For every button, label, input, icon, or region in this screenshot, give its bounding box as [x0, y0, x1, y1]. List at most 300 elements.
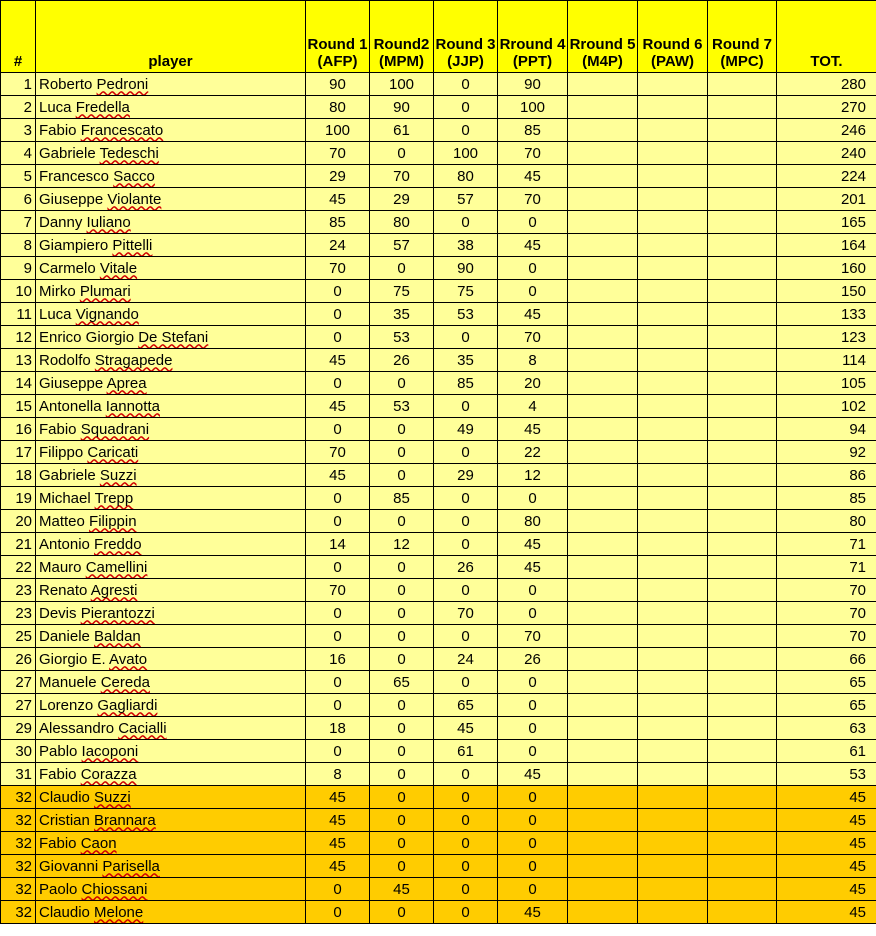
round-2-score: 0: [370, 418, 434, 441]
round-4-score: 45: [498, 418, 568, 441]
round-3-score: 0: [434, 809, 498, 832]
round-7-score: [708, 372, 777, 395]
round-7-score: [708, 694, 777, 717]
round-7-score: [708, 96, 777, 119]
round-7-score: [708, 648, 777, 671]
round-7-score: [708, 326, 777, 349]
table-row: [1, 763, 876, 786]
player-surname: Fredella: [75, 98, 130, 116]
player-surname: Caricati: [87, 443, 139, 461]
rank-cell: 32: [1, 832, 36, 855]
round-2-score: 0: [370, 648, 434, 671]
rank-cell: 2: [1, 96, 36, 119]
round-4-score: 0: [498, 717, 568, 740]
round-5-score: [568, 487, 638, 510]
total-cell: 61: [777, 740, 876, 763]
table-row: [1, 96, 876, 119]
total-cell: 45: [777, 855, 876, 878]
player-first-name: Renato: [39, 581, 88, 599]
table-row: [1, 579, 876, 602]
round-3-score: 65: [434, 694, 498, 717]
round-4-score: 22: [498, 441, 568, 464]
round-7-score: [708, 671, 777, 694]
total-cell: 165: [777, 211, 876, 234]
round-7-score: [708, 510, 777, 533]
player-surname: Squadrani: [80, 420, 150, 438]
player-surname: Melone: [94, 903, 144, 921]
player-surname: Corazza: [80, 765, 137, 783]
player-surname: De Stefani: [138, 328, 209, 346]
round-6-score: [638, 188, 708, 211]
player-surname: Suzzi: [99, 466, 137, 484]
player-surname: Vignando: [75, 305, 139, 323]
player-name-cell: [36, 188, 306, 211]
round-1-score: 0: [306, 280, 370, 303]
player-name-cell: [36, 257, 306, 280]
player-name-cell: [36, 901, 306, 924]
round-1-score: 24: [306, 234, 370, 257]
total-cell: 150: [777, 280, 876, 303]
player-name-cell: [36, 855, 306, 878]
total-cell: 45: [777, 832, 876, 855]
rank-cell: 15: [1, 395, 36, 418]
player-name-cell: [36, 786, 306, 809]
round-7-score: [708, 878, 777, 901]
rank-cell: 27: [1, 671, 36, 694]
round-4-score: 0: [498, 257, 568, 280]
round-1-score: 70: [306, 257, 370, 280]
round-2-score: 0: [370, 257, 434, 280]
round-1-score: 100: [306, 119, 370, 142]
round-2-score: 0: [370, 510, 434, 533]
round-1-score: 0: [306, 901, 370, 924]
rank-cell: 16: [1, 418, 36, 441]
player-surname: Parisella: [102, 857, 160, 875]
round-4-score: 70: [498, 142, 568, 165]
player-name-cell: [36, 533, 306, 556]
rank-cell: 18: [1, 464, 36, 487]
player-first-name: Danny: [39, 213, 83, 231]
round-4-score: 45: [498, 763, 568, 786]
round-1-score: 0: [306, 625, 370, 648]
table-row: [1, 832, 876, 855]
table-row: [1, 326, 876, 349]
rank-cell: 32: [1, 786, 36, 809]
round-4-score: 0: [498, 786, 568, 809]
round-1-score: 80: [306, 96, 370, 119]
round-5-score: [568, 464, 638, 487]
total-cell: 201: [777, 188, 876, 211]
table-row: [1, 234, 876, 257]
rank-cell: 7: [1, 211, 36, 234]
round-2-score: 65: [370, 671, 434, 694]
round-6-score: [638, 786, 708, 809]
player-first-name: Alessandro: [39, 719, 115, 737]
round-7-score: [708, 556, 777, 579]
round-4-score: 0: [498, 694, 568, 717]
rank-cell: 1: [1, 73, 36, 96]
table-row: [1, 648, 876, 671]
round-7-score: [708, 142, 777, 165]
round-4-score: 0: [498, 602, 568, 625]
rank-cell: 6: [1, 188, 36, 211]
round-4-score: 100: [498, 96, 568, 119]
table-row: [1, 901, 876, 924]
table-row: [1, 717, 876, 740]
round-3-score: 0: [434, 533, 498, 556]
round-6-score: [638, 418, 708, 441]
player-first-name: Mauro: [39, 558, 82, 576]
round-4-score: 0: [498, 487, 568, 510]
total-cell: 270: [777, 96, 876, 119]
table-row: [1, 349, 876, 372]
rank-cell: 20: [1, 510, 36, 533]
player-surname: Chiossani: [81, 880, 148, 898]
round-7-score: [708, 763, 777, 786]
round-7-score: [708, 901, 777, 924]
player-first-name: Claudio: [39, 903, 90, 921]
round-6-score: [638, 372, 708, 395]
round-5-score: [568, 763, 638, 786]
round-1-score: 45: [306, 464, 370, 487]
rank-cell: 11: [1, 303, 36, 326]
rank-cell: 3: [1, 119, 36, 142]
round-5-score: [568, 855, 638, 878]
round-1-score: 0: [306, 326, 370, 349]
header-player: player: [36, 1, 306, 73]
player-first-name: Manuele: [39, 673, 97, 691]
player-surname: Baldan: [94, 627, 141, 645]
header-round-2: Round2 (MPM): [370, 1, 434, 73]
table-row: [1, 809, 876, 832]
round-2-score: 75: [370, 280, 434, 303]
player-surname: Pedroni: [96, 75, 149, 93]
round-4-score: 26: [498, 648, 568, 671]
player-name-cell: [36, 694, 306, 717]
player-surname: Freddo: [94, 535, 142, 553]
player-first-name: Luca: [39, 98, 72, 116]
round-6-score: [638, 694, 708, 717]
round-7-score: [708, 809, 777, 832]
player-surname: Camellini: [85, 558, 148, 576]
player-name-cell: [36, 280, 306, 303]
round-4-score: 0: [498, 280, 568, 303]
round-3-score: 57: [434, 188, 498, 211]
round-5-score: [568, 188, 638, 211]
player-first-name: Carmelo: [39, 259, 96, 277]
round-5-score: [568, 832, 638, 855]
round-1-score: 70: [306, 441, 370, 464]
round-5-score: [568, 372, 638, 395]
table-row: [1, 165, 876, 188]
player-first-name: Gabriele: [39, 144, 96, 162]
table-row: [1, 878, 876, 901]
table-row: [1, 694, 876, 717]
player-first-name: Francesco: [39, 167, 110, 185]
round-6-score: [638, 832, 708, 855]
round-6-score: [638, 487, 708, 510]
round-1-score: 16: [306, 648, 370, 671]
round-4-score: 80: [498, 510, 568, 533]
round-7-score: [708, 533, 777, 556]
round-1-score: 0: [306, 878, 370, 901]
total-cell: 71: [777, 533, 876, 556]
player-name-cell: [36, 556, 306, 579]
round-3-score: 29: [434, 464, 498, 487]
player-name-cell: [36, 671, 306, 694]
round-4-score: 8: [498, 349, 568, 372]
table-row: [1, 671, 876, 694]
round-1-score: 14: [306, 533, 370, 556]
table-row: [1, 855, 876, 878]
player-name-cell: [36, 418, 306, 441]
player-first-name: Mirko: [39, 282, 76, 300]
round-6-score: [638, 809, 708, 832]
round-7-score: [708, 188, 777, 211]
table-row: [1, 786, 876, 809]
player-first-name: Giorgio E.: [39, 650, 106, 668]
player-first-name: Antonio: [39, 535, 90, 553]
player-first-name: Luca: [39, 305, 72, 323]
round-1-score: 0: [306, 556, 370, 579]
player-surname: Vitale: [99, 259, 138, 277]
round-6-score: [638, 533, 708, 556]
round-3-score: 0: [434, 211, 498, 234]
round-6-score: [638, 602, 708, 625]
round-6-score: [638, 648, 708, 671]
round-5-score: [568, 510, 638, 533]
player-first-name: Paolo: [39, 880, 78, 898]
round-7-score: [708, 602, 777, 625]
round-2-score: 53: [370, 326, 434, 349]
round-2-score: 12: [370, 533, 434, 556]
total-cell: 133: [777, 303, 876, 326]
round-4-score: 0: [498, 878, 568, 901]
player-name-cell: [36, 717, 306, 740]
header-round-4: Rround 4 (PPT): [498, 1, 568, 73]
round-2-score: 29: [370, 188, 434, 211]
player-surname: Agresti: [90, 581, 138, 599]
player-surname: Cereda: [100, 673, 150, 691]
round-5-score: [568, 257, 638, 280]
round-1-score: 0: [306, 694, 370, 717]
player-surname: Trepp: [94, 489, 134, 507]
round-3-score: 38: [434, 234, 498, 257]
player-first-name: Fabio: [39, 834, 77, 852]
player-first-name: Giampiero: [39, 236, 109, 254]
round-2-score: 85: [370, 487, 434, 510]
player-surname: Iacoponi: [81, 742, 139, 760]
round-2-score: 26: [370, 349, 434, 372]
round-2-score: 90: [370, 96, 434, 119]
round-2-score: 57: [370, 234, 434, 257]
round-5-score: [568, 73, 638, 96]
round-7-score: [708, 487, 777, 510]
round-7-score: [708, 579, 777, 602]
player-surname: Iannotta: [105, 397, 160, 415]
table-row: [1, 303, 876, 326]
round-5-score: [568, 280, 638, 303]
rank-cell: 17: [1, 441, 36, 464]
round-4-score: 85: [498, 119, 568, 142]
table-row: [1, 464, 876, 487]
rank-cell: 14: [1, 372, 36, 395]
table-row: [1, 395, 876, 418]
total-cell: 71: [777, 556, 876, 579]
total-cell: 45: [777, 878, 876, 901]
player-surname: Francescato: [80, 121, 164, 139]
header-total: TOT.: [777, 1, 876, 73]
rank-cell: 32: [1, 855, 36, 878]
player-surname: Caon: [80, 834, 117, 852]
table-row: [1, 441, 876, 464]
round-5-score: [568, 809, 638, 832]
round-5-score: [568, 96, 638, 119]
rank-cell: 26: [1, 648, 36, 671]
player-first-name: Gabriele: [39, 466, 96, 484]
rank-cell: 10: [1, 280, 36, 303]
player-name-cell: [36, 142, 306, 165]
round-3-score: 0: [434, 671, 498, 694]
round-2-score: 0: [370, 901, 434, 924]
round-3-score: 0: [434, 119, 498, 142]
total-cell: 45: [777, 809, 876, 832]
round-5-score: [568, 878, 638, 901]
round-2-score: 45: [370, 878, 434, 901]
round-5-score: [568, 694, 638, 717]
round-5-score: [568, 671, 638, 694]
round-5-score: [568, 717, 638, 740]
table-row: [1, 188, 876, 211]
table-body: [1, 73, 876, 924]
round-1-score: 0: [306, 418, 370, 441]
round-2-score: 80: [370, 211, 434, 234]
player-name-cell: [36, 740, 306, 763]
round-5-score: [568, 786, 638, 809]
total-cell: 86: [777, 464, 876, 487]
round-3-score: 0: [434, 579, 498, 602]
table-row: [1, 257, 876, 280]
player-name-cell: [36, 510, 306, 533]
table-row: [1, 487, 876, 510]
round-6-score: [638, 625, 708, 648]
table-row: [1, 211, 876, 234]
player-first-name: Daniele: [39, 627, 90, 645]
player-first-name: Antonella: [39, 397, 102, 415]
player-surname: Aprea: [106, 374, 147, 392]
round-5-score: [568, 349, 638, 372]
player-first-name: Giuseppe: [39, 374, 104, 392]
round-5-score: [568, 556, 638, 579]
round-2-score: 0: [370, 786, 434, 809]
round-3-score: 0: [434, 832, 498, 855]
round-3-score: 45: [434, 717, 498, 740]
header-round-3: Round 3 (JJP): [434, 1, 498, 73]
player-name-cell: [36, 395, 306, 418]
player-name-cell: [36, 648, 306, 671]
rank-cell: 5: [1, 165, 36, 188]
round-7-score: [708, 234, 777, 257]
player-name-cell: [36, 487, 306, 510]
total-cell: 240: [777, 142, 876, 165]
round-2-score: 35: [370, 303, 434, 326]
rank-cell: 21: [1, 533, 36, 556]
player-surname: Violante: [107, 190, 162, 208]
player-name-cell: [36, 119, 306, 142]
round-3-score: 0: [434, 73, 498, 96]
round-1-score: 0: [306, 303, 370, 326]
total-cell: 92: [777, 441, 876, 464]
round-4-score: 0: [498, 809, 568, 832]
round-6-score: [638, 349, 708, 372]
round-6-score: [638, 763, 708, 786]
total-cell: 70: [777, 602, 876, 625]
round-1-score: 90: [306, 73, 370, 96]
round-5-score: [568, 901, 638, 924]
table-row: [1, 740, 876, 763]
player-surname: Cacialli: [118, 719, 167, 737]
round-5-score: [568, 165, 638, 188]
round-2-score: 0: [370, 372, 434, 395]
round-7-score: [708, 73, 777, 96]
round-6-score: [638, 211, 708, 234]
header-row: [1, 1, 876, 73]
round-7-score: [708, 349, 777, 372]
round-7-score: [708, 418, 777, 441]
round-2-score: 0: [370, 602, 434, 625]
player-name-cell: [36, 878, 306, 901]
round-1-score: 45: [306, 188, 370, 211]
rank-cell: 22: [1, 556, 36, 579]
round-5-score: [568, 326, 638, 349]
round-1-score: 45: [306, 349, 370, 372]
round-6-score: [638, 257, 708, 280]
round-3-score: 0: [434, 510, 498, 533]
header-rank: #: [1, 1, 36, 73]
player-name-cell: [36, 809, 306, 832]
table-row: [1, 142, 876, 165]
round-2-score: 0: [370, 142, 434, 165]
round-3-score: 0: [434, 901, 498, 924]
table-header: [1, 1, 876, 73]
round-1-score: 0: [306, 372, 370, 395]
round-7-score: [708, 832, 777, 855]
player-first-name: Rodolfo: [39, 351, 91, 369]
table-row: [1, 73, 876, 96]
round-1-score: 45: [306, 855, 370, 878]
round-1-score: 0: [306, 487, 370, 510]
player-first-name: Claudio: [39, 788, 90, 806]
rank-cell: 25: [1, 625, 36, 648]
round-3-score: 53: [434, 303, 498, 326]
round-5-score: [568, 533, 638, 556]
round-4-score: 4: [498, 395, 568, 418]
player-name-cell: [36, 349, 306, 372]
round-6-score: [638, 878, 708, 901]
player-first-name: Fabio: [39, 765, 77, 783]
player-surname: Filippin: [89, 512, 137, 530]
round-7-score: [708, 717, 777, 740]
round-7-score: [708, 740, 777, 763]
round-6-score: [638, 96, 708, 119]
round-6-score: [638, 901, 708, 924]
player-surname: Stragapede: [94, 351, 173, 369]
player-surname: Pittelli: [112, 236, 153, 254]
round-6-score: [638, 119, 708, 142]
player-surname: Gagliardi: [97, 696, 158, 714]
round-6-score: [638, 579, 708, 602]
round-7-score: [708, 464, 777, 487]
